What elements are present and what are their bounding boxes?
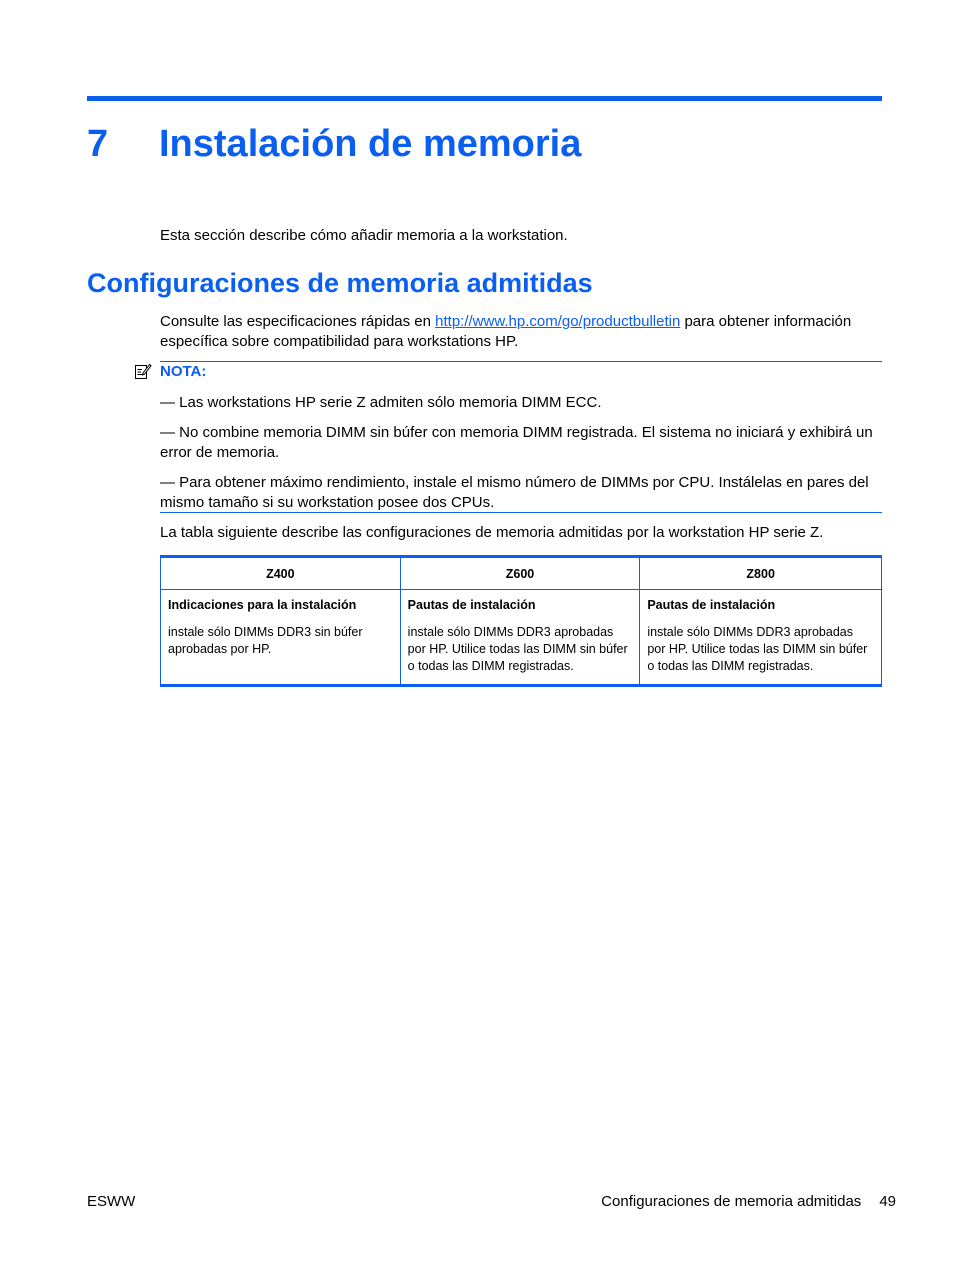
footer-right	[601, 1193, 896, 1210]
footer-left: ESWW	[87, 1193, 136, 1210]
consult-text-after: para obtener información específica sobre compatibilidad para workstations HP.	[160, 313, 852, 350]
product-bulletin-link[interactable]: http://www.hp.com/go/productbulletin	[435, 313, 681, 330]
footer-section-title: Configuraciones de memoria admitidas	[601, 1193, 862, 1210]
chapter-number: 7	[87, 123, 109, 165]
cell-heading: Pautas de instalación	[647, 598, 776, 612]
consult-paragraph	[160, 312, 860, 352]
column-header-z400: Z400	[161, 557, 401, 590]
note-pencil-icon	[134, 362, 152, 380]
table-row	[161, 590, 882, 686]
cell-text: instale sólo DIMMs DDR3 aprobadas por HP. Utilice todas las DIMM sin búfer o todas las DIMM registradas.	[647, 625, 868, 673]
table-cell-z600	[400, 590, 640, 686]
cell-text: instale sólo DIMMs DDR3 aprobadas por HP. Utilice todas las DIMM sin búfer o todas las DIMM registradas.	[407, 625, 628, 673]
table-cell-z800	[640, 590, 882, 686]
memory-config-table	[160, 555, 882, 687]
chapter-title-text: Instalación de memoria	[159, 123, 582, 165]
section-title: Configuraciones de memoria admitidas	[87, 268, 593, 298]
cell-heading: Pautas de instalación	[407, 598, 536, 612]
cell-text: instale sólo DIMMs DDR3 sin búfer aprobadas por HP.	[168, 625, 363, 656]
note-item: — No combine memoria DIMM sin búfer con memoria DIMM registrada. El sistema no iniciará y exhibirá un error de memoria.	[160, 424, 873, 461]
chapter-rule	[87, 96, 882, 101]
note-label: NOTA:	[160, 363, 207, 380]
note-rule-bottom	[160, 512, 882, 513]
intro-paragraph: Esta sección describe cómo añadir memoria a la workstation.	[160, 227, 568, 244]
table-header-row	[161, 557, 882, 590]
column-header-z800: Z800	[640, 557, 882, 590]
note-item: — Para obtener máximo rendimiento, instale el mismo número de DIMMs por CPU. Instálelas en pares del mismo tamaño si su workstation posee dos CPUs.	[160, 474, 869, 511]
note-item: — Las workstations HP serie Z admiten sólo memoria DIMM ECC.	[160, 394, 602, 411]
note-rule-top	[160, 361, 882, 362]
table-cell-z400	[161, 590, 401, 686]
consult-text-before: Consulte las especificaciones rápidas en	[160, 313, 436, 330]
chapter-title	[87, 120, 581, 168]
column-header-z600: Z600	[400, 557, 640, 590]
page-number: 49	[879, 1193, 896, 1210]
cell-heading: Indicaciones para la instalación	[168, 598, 357, 612]
table-intro: La tabla siguiente describe las configuraciones de memoria admitidas por la workstation HP serie Z.	[160, 524, 824, 541]
